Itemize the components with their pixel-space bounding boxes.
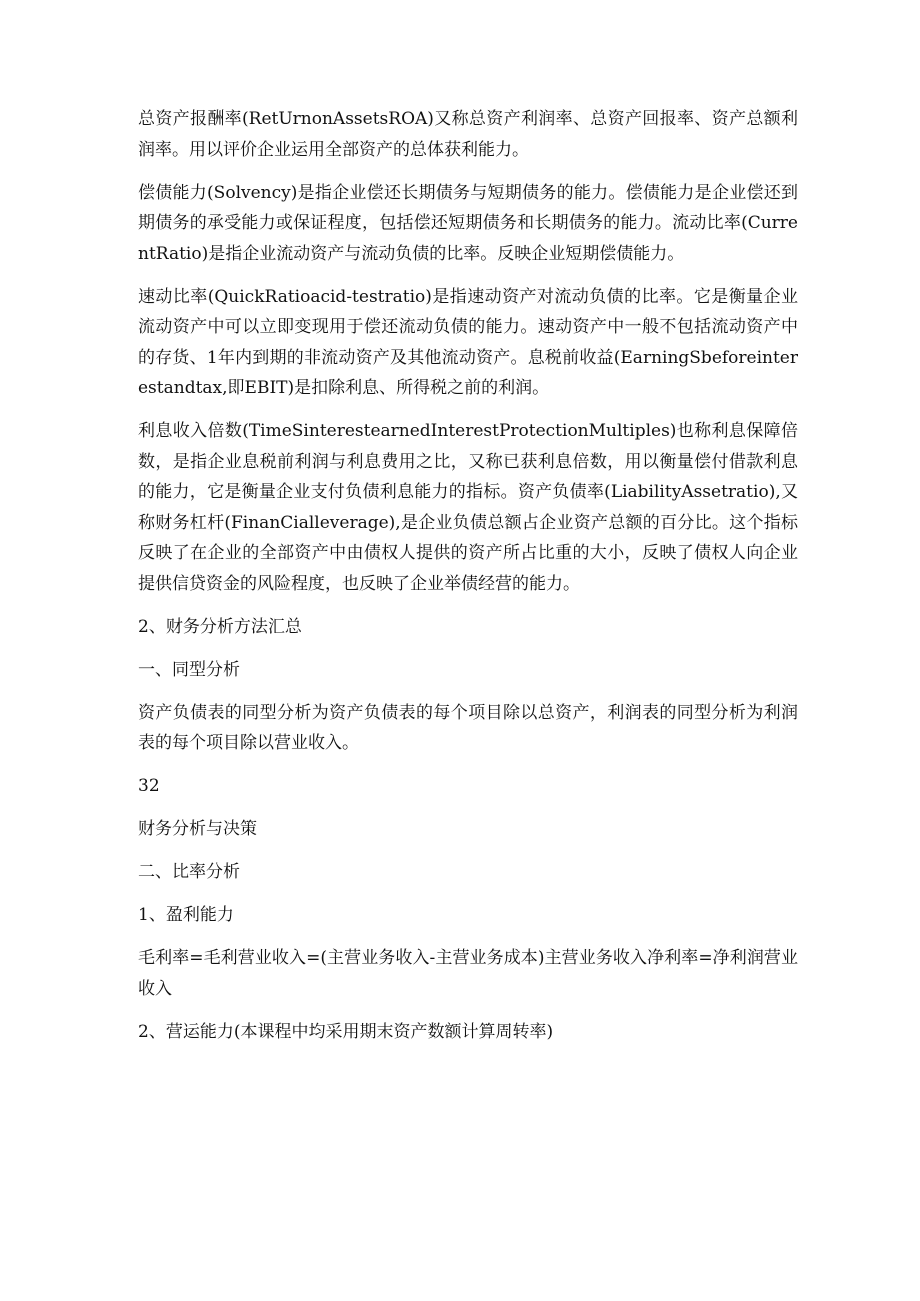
paragraph-common-size: 资产负债表的同型分析为资产负债表的每个项目除以总资产，利润表的同型分析为利润表的每个项目除以营业收入。 (138, 702, 798, 753)
paragraph-interest-coverage: 利息收入倍数(TimeSinterestearnedInterestProtectionMultiples)也称利息保障倍数，是指企业息税前利润与利息费用之比，又称已获利息倍数，用以衡量偿付借款利息的能力，它是衡量企业支付负债利息能力的指标。资产负债率(LiabilityAssetratio),又称财务杠杆(FinanCialleverage),是企业负债总额占企业资产总额的百分比。这个指标反映了在企业的全部资产中由债权人提供的资产所占比重的大小，反映了债权人向企业提供信贷资金的风险程度，也反映了企业举债经营的能力。 (138, 421, 798, 594)
paragraph-solvency: 偿债能力(Solvency)是指企业偿还长期债务与短期债务的能力。偿债能力是企业偿还到期债务的承受能力或保证程度，包括偿还短期债务和长期债务的能力。流动比率(CurrentRatio)是指企业流动资产与流动负债的比率。反映企业短期偿债能力。 (138, 182, 798, 264)
paragraph-quick-ratio: 速动比率(QuickRatioacid-testratio)是指速动资产对流动负债的比率。它是衡量企业流动资产中可以立即变现用于偿还流动负债的能力。速动资产中一般不包括流动资产中的存货、1年内到期的非流动资产及其他流动资产。息税前收益(EarningSbeforeinterestandtax,即EBIT)是扣除利息、所得税之前的利润。 (138, 286, 798, 398)
heading-profitability: 1、盈利能力 (138, 905, 234, 925)
heading-ratio-analysis: 二、比率分析 (138, 862, 240, 882)
document-page (138, 104, 798, 1060)
running-header: 财务分析与决策 (138, 819, 257, 839)
heading-methods-summary: 2、财务分析方法汇总 (138, 616, 302, 637)
paragraph-roa: 总资产报酬率(RetUrnonAssetsROA)又称总资产利润率、总资产回报率、资产总额利润率。用以评价企业运用全部资产的总体获利能力。 (138, 109, 798, 160)
page-number: 32 (138, 776, 160, 796)
paragraph-margin-formulas: 毛利率=毛利营业收入=(主营业务收入-主营业务成本)主营业务收入净利率=净利润营业收入 (138, 948, 798, 999)
heading-common-size-analysis: 一、同型分析 (138, 659, 240, 680)
heading-operating-capability: 2、营运能力(本课程中均采用期末资产数额计算周转率) (138, 1021, 554, 1042)
